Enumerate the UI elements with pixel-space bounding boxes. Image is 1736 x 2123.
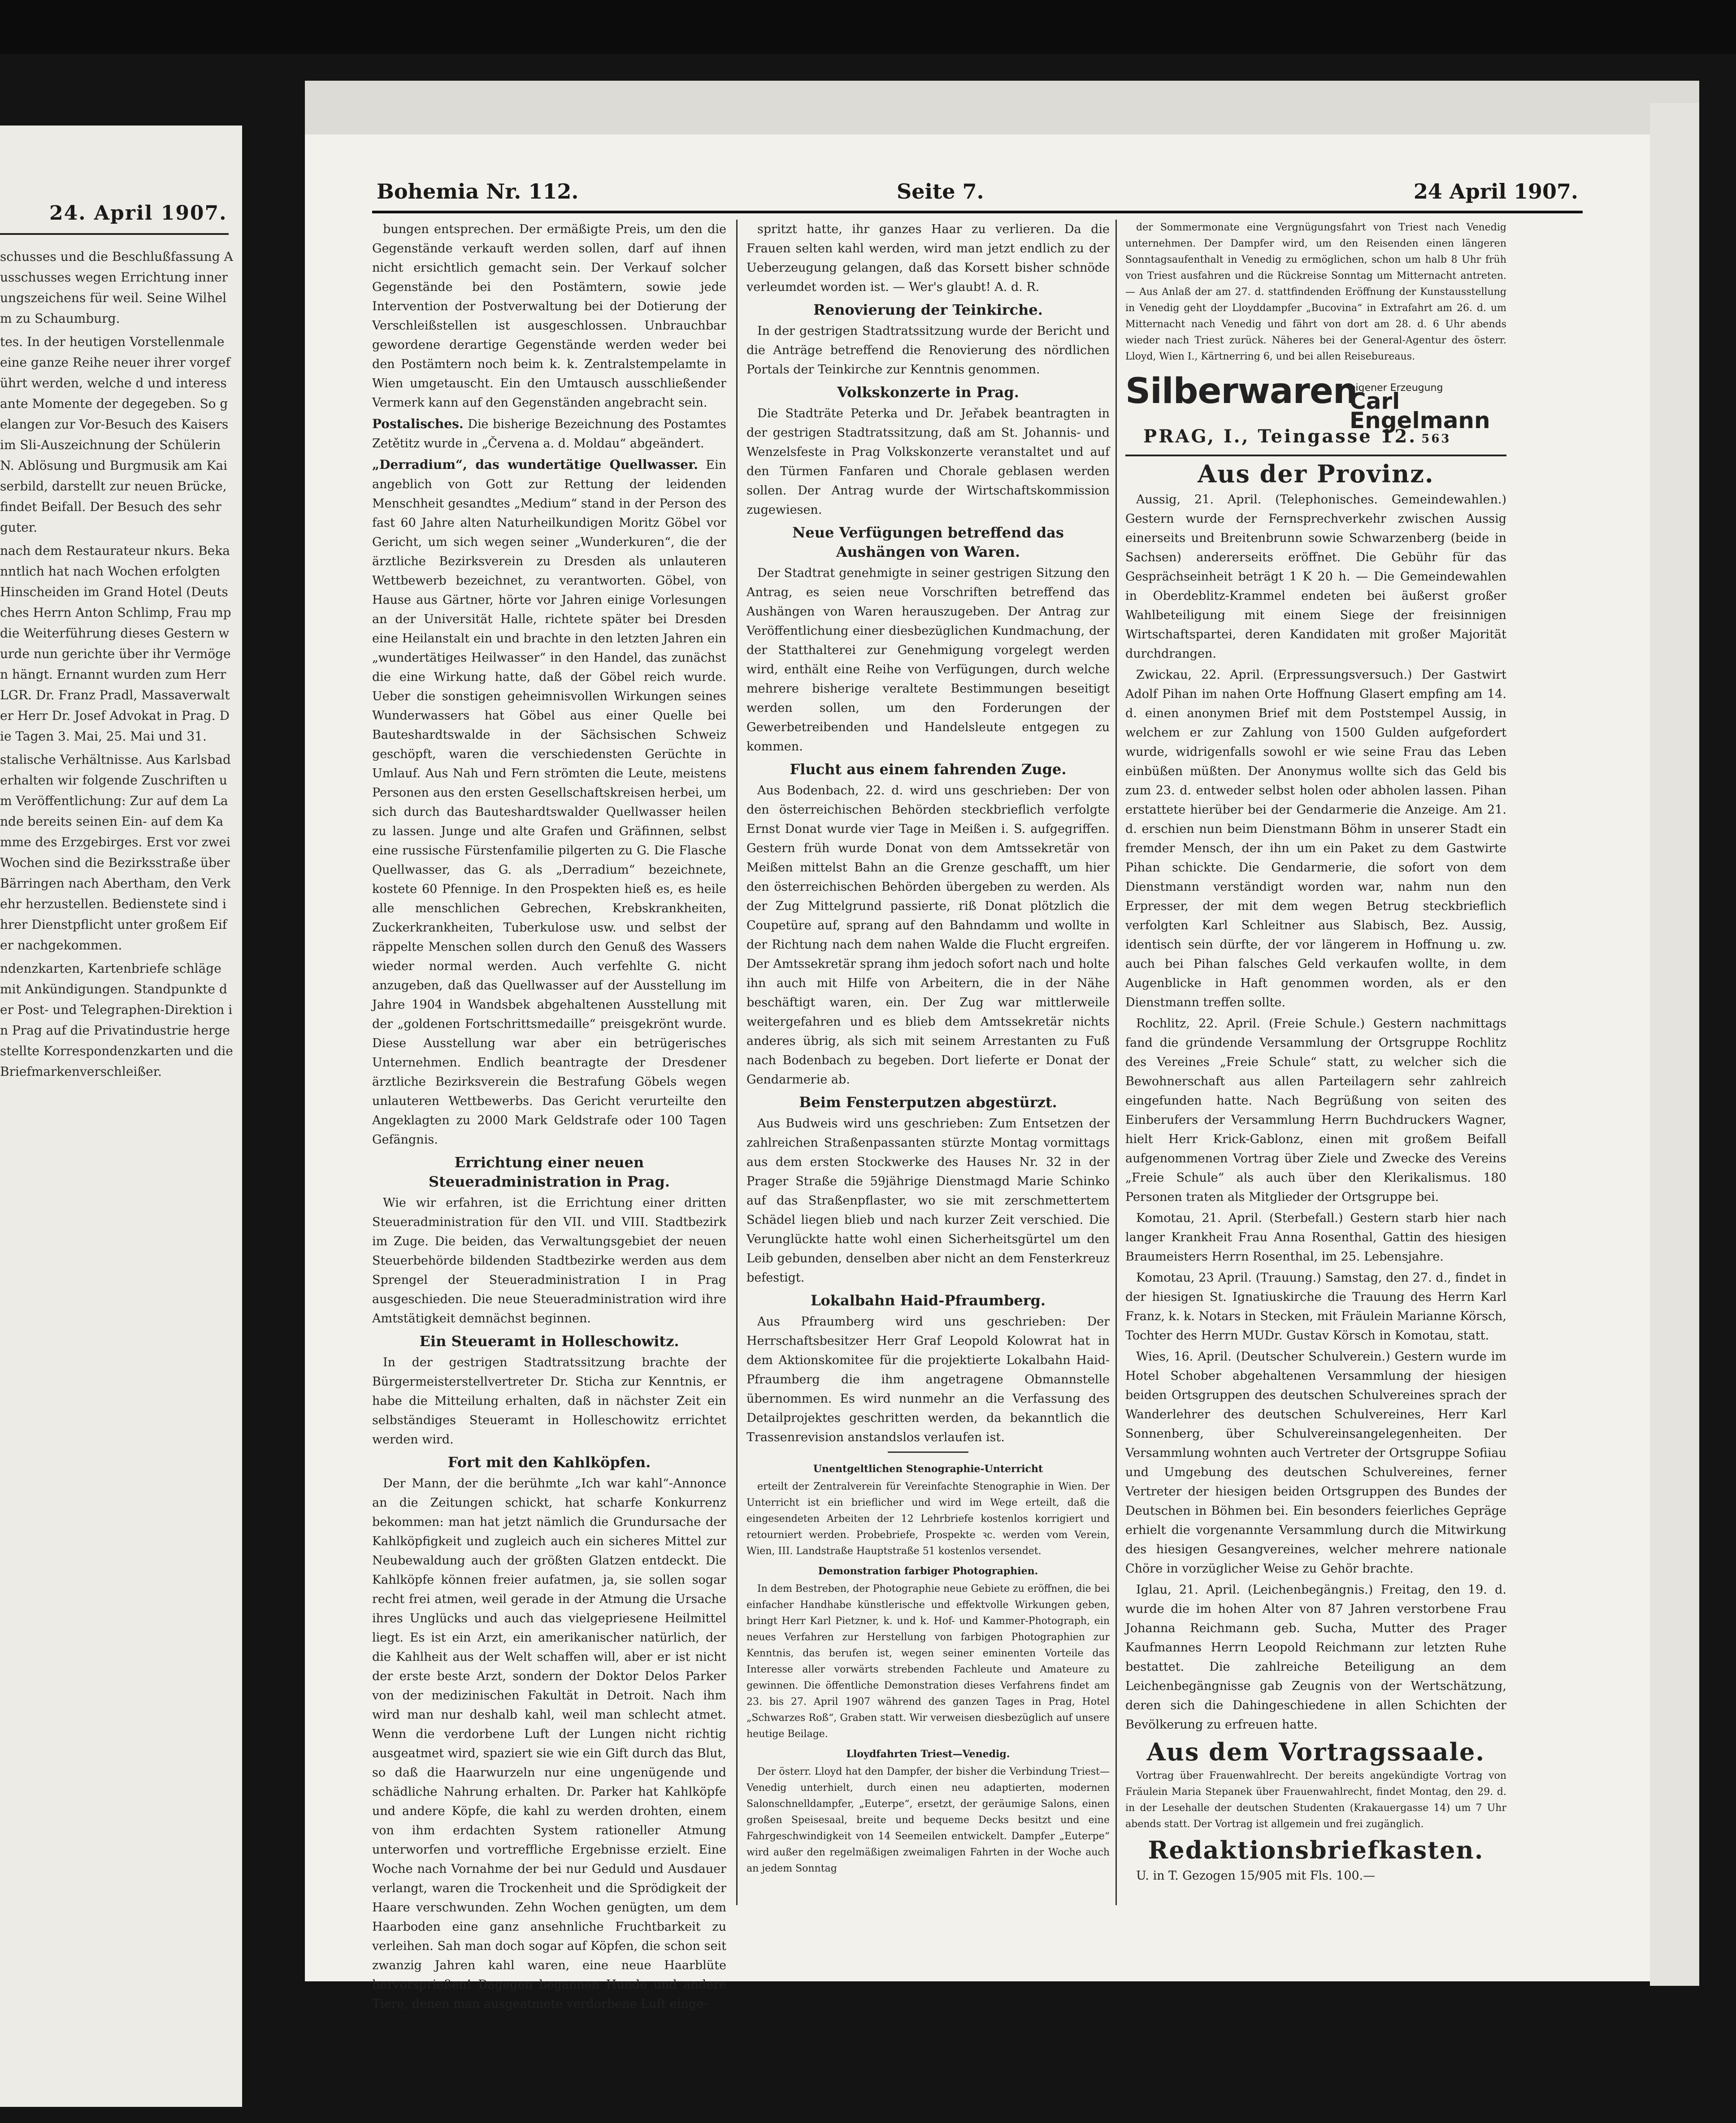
article-paragraph: Aus Pfraumberg wird uns geschrieben: Der Herrschaftsbesitzer Herr Graf Leopold Kolowrat hat in dem Aktionskomitee für die projektierte Lokalbahn Haid-Pfraumberg die ihm angetragene Obmannstelle übernommen. Es wird nunmehr an die Verfassung des Detailprojektes geschritten werden, da bekanntlich die Trassenrevision anstandslos verlaufen ist.	[746, 1315, 1110, 1444]
column-divider	[736, 220, 738, 1905]
article-fragment: schusses und die Beschlußfassung Ausschusses wegen Errichtung innerungszeichens für weil. Seine Wilhelm zu Schaumburg.	[0, 249, 233, 326]
article-text: Ein angeblich von Gott zur Rettung der leidenden Menschheit gesandtes „Medium“ stand in der Person des fast 60 Jahre alten Naturheilkundigen Moritz Göbel vor Gericht, um sich wegen seiner „Wunderkuren“, die der ärztliche Bezirksverein zu Dresden als unlauteren Wettbewerb bezeichnet, zu verantworten. Göbel, von Hause aus Gärtner, hörte vor Jahren einige Vorlesungen an der Universität Halle, richtete später bei Dresden eine Heilanstalt ein und brachte in den letzten Jahren ein „wundertätiges Heilwasser“ in den Handel, das zunächst die eine Wirkung hatte, daß der Göbel reich wurde. Ueber die sonstigen geheimnisvollen Wirkungen seines Wunderwassers hat Göbel aus einer Quelle bei Bauteshardtswalde in der Sächsischen Schweiz geschöpft, waren die verschiedensten Gerüchte in Umlauf. Aus Nah und Fern strömten die Leute, meistens Personen aus den ersten Gesellschaftskreisen herbei, um sich durch das Bauteshardtswalder Quellwasser heilen zu lassen. Junge und alte Grafen und Gräfinnen, selbst eine russische Fürstenfamilie pilgerten zu G. Die Flasche Quellwasser, das G. als „Derradium“ bezeichnete, kostete 60 Pfennige. In den Prospekten hieß es, es heile alle menschlichen Gebrechen, Krebskrankheiten, Zuckerkrankheiten, Tuberkulose usw. und selbst der räppelte Menschen sollen durch den Genuß des Wassers wieder normal werden. Auch verfehlte G. nicht anzugeben, daß das Quellwasser auf der Ausstellung im Jahre 1904 in Wandsbek abgehaltenen Ausstellung mit der „goldenen Fortschrittsmedaille“ preisgekrönt wurde. Diese Ausstellung war aber ein betrügerisches Unternehmen. Endlich beantragte der Dresdener ärztliche Bezirksverein die Bestrafung Göbels wegen unlauteren Wettbewerbs. Das Gericht verurteilte den Angeklagten zu 2000 Mark Geldstrafe oder 100 Tagen Gefängnis.	[372, 458, 726, 1147]
article-paragraph: Aussig, 21. April. (Telephonisches. Gemeindewahlen.) Gestern wurde der Fernsprechverkehr zwischen Aussig einerseits und Breitenbrunn sowie Schwarzenberg (beide in Sachsen) andererseits eröffnet. Die Gebühr für das Gesprächseinheit beträgt 1 K 20 h. — Die Gemeindewahlen in Oberdeblitz-Krammel endeten bei äußerst großer Wahlbeteiligung mit einem Siege der freisinnigen Wirtschaftspartei, deren Kandidaten mit großer Majorität durchdrangen.	[1125, 493, 1506, 661]
column-2	[746, 220, 1110, 1901]
section-title: Aus der Provinz.	[1198, 459, 1434, 488]
column-1	[372, 220, 726, 2011]
page-number: Seite 7.	[897, 179, 984, 204]
article-paragraph: Komotau, 21. April. (Sterbefall.) Gestern starb hier nach langer Krankheit Frau Anna Rosenthal, Gattin des hiesigen Braumeisters Herrn Rosenthal, im 25. Lebensjahre.	[1125, 1211, 1506, 1264]
header-rule	[0, 233, 229, 235]
advertisement	[1125, 371, 1506, 456]
article-fragment: stalische Verhältnisse. Aus Karlsbad erhalten wir folgende Zuschriften um Veröffentlichung: Zur auf dem Lande bereits seinen Ein- auf dem Kamme des Erzgebirges. Erst vor zwei Wochen sind die Bezirksstraße über Bärringen nach Abertham, den Verkehr herzustellen. Bedienstete sind ihrer Dienstpflicht unter großem Eifer nachgekommen.	[0, 752, 231, 953]
ad-address-text: PRAG, I., Teingasse 12.	[1143, 426, 1417, 447]
article-heading: Renovierung der Teinkirche.	[813, 301, 1043, 318]
column-3	[1125, 220, 1506, 1901]
header-rule	[372, 211, 1583, 213]
article-text: Die bisherige Bezeichnung des Postamtes Zetětitz wurde in „Červena a. d. Moldau“ abgeändert.	[372, 417, 726, 451]
notice-paragraph: Vortrag über Frauenwahlrecht. Der bereits angekündigte Vortrag von Fräulein Maria Stepanek über Frauenwahlrecht, findet Montag, den 29. d. in der Lesehalle der deutschen Studenten (Krakauergasse 14) um 7 Uhr abends statt. Der Vortrag ist allgemein und frei zugänglich.	[1125, 1770, 1506, 1830]
page-header	[377, 179, 1578, 211]
article-paragraph: Aus Bodenbach, 22. d. wird uns geschrieben: Der von den österreichischen Behörden steckbrieflich verfolgte Ernst Donat wurde vier Tage in Meißen i. S. aufgegriffen. Gestern früh wurde Donat von dem Amtssekretär von Meißen mittelst Bahn an die Grenze geschafft, um hier den österreichischen Behörden übergeben zu werden. Als der Zug Mittelgrund passierte, riß Donat plötzlich die Coupetüre auf, sprang auf den Bahndamm und wollte in der Richtung nach dem nahen Walde die Flucht ergreifen. Der Amtssekretär sprang ihm jedoch sofort nach und holte ihn auch mit Hilfe von Arbeitern, die in der Nähe beschäftigt waren, ein. Der Zug war mittlerweile weitergefahren und es blieb dem Amtssekretär nichts anderes übrig, als sich mit seinem Arrestanten zu Fuß nach Bodenbach zu begeben. Dort lieferte er Donat der Gendarmerie ab.	[746, 784, 1110, 1087]
ad-title: Silberwaren	[1125, 371, 1358, 412]
previous-page-date: 24. April 1907.	[49, 202, 227, 225]
notice-paragraph: U. in T. Gezogen 15/905 mit Fls. 100.—	[1136, 1869, 1376, 1883]
article-heading: Ein Steueramt in Holleschowitz.	[419, 1333, 679, 1350]
article-paragraph: Iglau, 21. April. (Leichenbegängnis.) Freitag, den 19. d. wurde die im hohen Alter von 87 Jahren verstorbene Frau Johanna Reichmann geb. Sucha, Mutter des Prager Kaufmannes Herrn Leopold Reichmann zur letzten Ruhe bestattet. Die zahlreiche Beteiligung an dem Leichenbegängnisse gab Zeugnis von der Wertschätzung, deren sich die Dahingeschiedene in allen Schichten der Bevölkerung zu erfreuen hatte.	[1125, 1583, 1506, 1732]
article-paragraph: Rochlitz, 22. April. (Freie Schule.) Gestern nachmittags fand die gründende Versammlung der Ortsgruppe Rochlitz des Vereines „Freie Schule“ statt, zu welcher sich die Bewohnerschaft aus allen Parteilagern sehr zahlreich eingefunden hatte. Nach Begrüßung von seiten des Einberufers der Versammlung Herrn Buchdruckers Wagner, hielt Herr Krick-Gablonz, einen mit großem Beifall aufgenommenen Vortrag über Ziele und Zwecke des Vereins „Freie Schule“ als auch über den Klerikalismus. 180 Personen traten als Mitglieder der Ortsgruppe bei.	[1125, 1017, 1506, 1204]
article-paragraph: spritzt hatte, ihr ganzes Haar zu verlieren. Da die Frauen selten kahl werden, wird man jetzt endlich zu der Ueberzeugung gelangen, daß das Korsett bisher schnöde verleumdet worden ist. — Wer's glaubt! A. d. R.	[746, 222, 1110, 294]
article-paragraph: Wies, 16. April. (Deutscher Schulverein.) Gestern wurde im Hotel Schober abgehaltenen Versammlung der hiesigen beiden Ortsgruppen des deutschen Schulvereines sprach der Wanderlehrer des deutschen Schulvereines, Herr Karl Sonnenberg, über Schulvereinsangelegenheiten. Der Versammlung wohnten auch Vertreter der Ortsgruppe Sofiiau und Umgebung des deutschen Schulvereines, ferner Vertreter der hiesigen beiden Ortsgruppen des Bundes der Deutschen in Böhmen bei. Ein besonders feierliches Gepräge erhielt die vorgenannte Versammlung durch die Mitwirkung des hiesigen Gesangvereines, welcher mehrere nationale Chöre in vorzüglicher Weise zu Gehör brachte.	[1125, 1350, 1506, 1576]
article-paragraph: Aus Budweis wird uns geschrieben: Zum Entsetzen der zahlreichen Straßenpassanten stürzte Montag vormittags aus dem ersten Stockwerke des Hauses Nr. 32 in der Prager Straße die 59jährige Dienstmagd Marie Schinko auf das Straßenpflaster, wo sie mit zerschmettertem Schädel liegen blieb und nach kurzer Zeit verschied. Die Verunglückte hatte wohl einen Sicherheitsgürtel um den Leib gebunden, denselben aber nicht an dem Fensterkreuz befestigt.	[746, 1117, 1110, 1285]
ad-subtitle: eigener Erzeugung	[1350, 382, 1443, 394]
notice-heading: Lloydfahrten Triest—Venedig.	[846, 1748, 1010, 1760]
masthead-issue: Bohemia Nr. 112.	[377, 179, 579, 204]
newspaper-page	[305, 134, 1650, 2011]
article-heading: Flucht aus einem fahrenden Zuge.	[790, 761, 1067, 778]
column-divider	[1115, 220, 1117, 1905]
notice-paragraph: der Sommermonate eine Vergnügungsfahrt von Triest nach Venedig unternehmen. Der Dampfer wird, um den Reisenden einen längeren Sonntagsaufenthalt in Venedig zu ermöglichen, schon um halb 8 Uhr früh von Triest ausfahren und die Rückreise Sonntag um Mitternacht antreten. — Aus Anlaß der am 27. d. stattfindenden Eröffnung der Kunstausstellung in Venedig geht der Lloyddampfer „Bucovina“ in Extrafahrt am 26. d. um Mitternacht nach Venedig und fährt von dort am 28. d. 6 Uhr abends wieder nach Triest zurück. Näheres bei der General-Agentur des österr. Lloyd, Wien I., Kärtnerring 6, und bei allen Reisebureaus.	[1125, 222, 1506, 362]
article-paragraph: Der Mann, der die berühmte „Ich war kahl“-Annonce an die Zeitungen schickt, hat scharfe Konkurrenz bekommen: man hat jetzt nämlich die Grundursache der Kahlköpfigkeit und zugleich auch ein sicheres Mittel zur Neubewaldung auch der größten Glatzen entdeckt. Die Kahlköpfe können freier aufatmen, ja, sie sollen sogar recht frei atmen, weil gerade in der Atmung die Ursache ihres Unglücks und auch das vielgepriesene Heilmittel liegt. Es ist ein Arzt, ein amerikanischer natürlich, der die Kahlheit aus der Welt schaffen will, aber er ist nicht der erste beste Arzt, sondern der Doktor Delos Parker von der medizinischen Fakultät in Detroit. Nach ihm wird man nur deshalb kahl, weil man schlecht atmet. Wenn die verdorbene Luft der Lungen nicht richtig ausgeatmet wird, spaziert sie wie ein Gift durch das Blut, so daß die Haarwurzeln nur eine ungenügende und schädliche Nahrung erhalten. Dr. Parker hat Kahlköpfe und andere Köpfe, die kahl zu werden drohten, einem von ihm erdachten System rationeller Atmung unterworfen und vortreffliche Ergebnisse erzielt. Eine Woche nach Vornahme der bei nur Geduld und Ausdauer verlangt, waren die Trockenheit und die Sprödigkeit der Haare verschwunden. Zehn Wochen genügten, um dem Haarboden eine ganz ansehnliche Fruchtbarkeit zu verleihen. Sah man doch sogar auf Köpfen, die schon seit zwanzig Jahren kahl waren, eine neue Haarblüte hervorsprießen! Dagegen begannen Hunde und andere Tiere, denen man ausgeatmete verdorbene Luft einge-	[372, 1477, 726, 2011]
notice-paragraph: Der österr. Lloyd hat den Dampfer, der bisher die Verbindung Triest—Venedig unterhielt, durch einen neu adaptierten, modernen Salonschnelldampfer, „Euterpe“, ersetzt, der geräumige Salons, einen großen Speisesaal, breite und bequeme Decks besitzt und eine Fahrgeschwindigkeit von 14 Seemeilen entwickelt. Dampfer „Euterpe“ wird außer den regelmäßigen zweimaligen Fahrten in der Woche auch an jedem Sonntag	[746, 1766, 1110, 1874]
section-divider	[888, 1451, 968, 1453]
article-heading: Neue Verfügungen betreffend das Aushängen von Waren.	[792, 524, 1064, 560]
article-paragraph: In der gestrigen Stadtratssitzung brachte der Bürgermeisterstellvertreter Dr. Sticha zur Kenntnis, er habe die Mitteilung erhalten, daß in nächster Zeit ein selbständiges Steueramt in Holleschowitz errichtet werden wird.	[372, 1356, 726, 1447]
page-date: 24 April 1907.	[1413, 179, 1578, 204]
scan-edge	[0, 0, 1736, 54]
article-paragraph: Wie wir erfahren, ist die Errichtung einer dritten Steueradministration für den VII. und VIII. Stadtbezirk im Zuge. Die beiden, das Verwaltungsgebiet der neuen Steuerbehörde bildenden Stadtbezirke werden aus dem Sprengel der Steueradministration I in Prag ausgeschieden. Die neue Steueradministration wird ihre Amtstätigkeit demnächst beginnen.	[372, 1196, 726, 1326]
article-heading: Volkskonzerte in Prag.	[837, 384, 1019, 401]
previous-page-fragment	[0, 126, 242, 2107]
notice-paragraph: erteilt der Zentralverein für Vereinfachte Stenographie in Wien. Der Unterricht ist ein brieflicher und wird im Wege erteilt, daß die eingesendeten Arbeiten der 12 Lehrbriefe kostenlos korrigiert und retourniert werden. Probebriefe, Prospekte ꝛc. werden vom Verein, Wien, III. Landstraße Hauptstraße 51 kostenlos versendet.	[746, 1481, 1110, 1557]
article-heading: „Derradium“, das wundertätige Quellwasser.	[372, 457, 698, 472]
article-fragment: ndenzkarten, Kartenbriefe schläge mit Ankündigungen. Standpunkte der Post- und Telegraphen-Direktion in Prag auf die Privatindustrie hergestellte Korrespondenzkarten und die Briefmarkenverschleißer.	[0, 961, 233, 1079]
ad-address	[1143, 427, 1451, 449]
article-paragraph: Zwickau, 22. April. (Erpressungsversuch.) Der Gastwirt Adolf Pihan im nahen Orte Hoffnung Glasert empfing am 14. d. einen anonymen Brief mit dem Poststempel Aussig, in welchem er zur Zahlung von 1500 Gulden aufgefordert wurde, widrigenfalls sowohl er wie seine Frau das Leben einbüßen müßten. Der Anonymus wollte sich das Geld bis zum 23. d. entweder selbst holen oder abholen lassen. Pihan erstattete hierüber bei der Gendarmerie die Anzeige. Am 21. d. erschien nun beim Dienstmann Böhm in unserer Stadt ein fremder Mensch, der ihn um ein Paket zu dem Gastwirte Pihan schickte. Die Gendarmerie, die sofort von dem Dienstmann verständigt worden war, nahm nun den Erpresser, der mit dem wegen Betrug steckbrieflich verfolgten Karl Schleitner aus Slabisch, Bez. Aussig, identisch sein dürfte, der vor längerem in Hoffnung u. zw. auch bei Pihan falsches Geld verkaufen wollte, in dem Augenblicke in Haft genommen worden, als er den Dienstmann treffen sollte.	[1125, 668, 1506, 1010]
notice-paragraph: In dem Bestreben, der Photographie neue Gebiete zu eröffnen, die bei einfacher Handhabe künstlerische und effektvolle Wirkungen geben, bringt Herr Karl Pietzner, k. und k. Hof- und Kammer-Photograph, ein neues Verfahren zur Herstellung von farbigen Photographien zur Kenntnis, das berufen ist, wegen seiner eminenten Vorteile das Interesse aller vorwärts strebenden Fachleute und Amateure zu gewinnen. Die öffentliche Demonstration dieses Verfahrens findet am 23. bis 27. April 1907 während des ganzen Tages in Prag, Hotel „Schwarzes Roß“, Graben statt. Wir verweisen diesbezüglich auf unsere heutige Beilage.	[746, 1583, 1110, 1740]
article-heading: Errichtung einer neuen Steueradministration in Prag.	[428, 1154, 670, 1190]
article-paragraph: Komotau, 23 April. (Trauung.) Samstag, den 27. d., findet in der hiesigen St. Ignatiuskirche die Trauung des Herrn Karl Franz, k. k. Notars in Stecken, mit Fräulein Marianne Körsch, Tochter des Herrn MUDr. Gustav Körsch in Komotau, statt.	[1125, 1271, 1506, 1343]
article-heading: Postalisches.	[372, 416, 464, 431]
article-heading: Beim Fensterputzen abgestürzt.	[799, 1094, 1057, 1111]
article-paragraph: In der gestrigen Stadtratssitzung wurde der Bericht und die Anträge betreffend die Renovierung des nördlichen Portals der Teinkirche zur Kenntnis genommen.	[746, 324, 1110, 377]
notice-heading: Demonstration farbiger Photographien.	[818, 1565, 1038, 1577]
ad-phone-number: 563	[1421, 432, 1451, 446]
article-paragraph: Der Stadtrat genehmigte in seiner gestrigen Sitzung den Antrag, es seien neue Vorschriften betreffend das Aushängen von Waren herauszugeben. Der Antrag zur Veröffentlichung einer diesbezüglichen Kundmachung, der der Statthalterei zur Genehmigung vorgelegt werden wird, enthält eine Reihe von Verfügungen, durch welche mehrere bisherige veraltete Bestimmungen beseitigt werden sollen, um den Forderungen der Gewerbetreibenden und Handelsleute entgegen zu kommen.	[746, 566, 1110, 754]
article-fragment: tes. In der heutigen Vorstellenmale eine ganze Reihe neuer ihrer vorgeführt werden, welche d und interessante Momente der degegeben. So gelangen zur Vor-Besuch des Kaisers im Sli-Auszeichnung der Schülerin N. Ablösung und Burgmusik am Kaiserbild, darstellt zur neuen Brücke, findet Beifall. Der Besuch des sehr guter.	[0, 334, 230, 535]
page-right-margin	[1650, 103, 1699, 1986]
article-paragraph: bungen entsprechen. Der ermäßigte Preis, um den die Gegenstände verkauft werden sollen, darf auf ihnen nicht ersichtlich gemacht sein. Der Verkauf solcher Gegenstände bei den Postämtern, sowie jede Intervention der Postverwaltung bei der Dotierung der Verschleißstellen ist ausgeschlossen. Unbrauchbar gewordene derartige Gegenstände werden weder bei den Postämtern noch beim k. k. Zentralstempelamte in Wien umgetauscht. Ein den Umtausch ausschließender Vermerk kann auf den Gegenständen angebracht sein.	[372, 222, 726, 410]
section-title: Redaktionsbriefkasten.	[1148, 1836, 1484, 1864]
article-paragraph: Die Stadträte Peterka und Dr. Jeřabek beantragten in der gestrigen Stadtratssitzung, daß am St. Johannis- und Wenzelsfeste in Prag Volkskonzerte veranstaltet und auf den Türmen Fanfaren und Chorale geblasen werden sollen. Der Antrag wurde der Wirtschaftskommission zugewiesen.	[746, 407, 1110, 517]
notice-heading: Unentgeltlichen Stenographie-Unterricht	[813, 1463, 1043, 1475]
previous-page-text	[0, 247, 233, 1085]
section-title: Aus dem Vortragssaale.	[1146, 1737, 1485, 1766]
article-fragment: nach dem Restaurateur nkurs. Bekanntlich hat nach Wochen erfolgten Hinscheiden im Grand Hotel (Deutsches Herrn Anton Schlimp, Frau mp die Weiterführung dieses Gestern wurde nun gerichte über ihr Vermögen hängt. Ernannt wurden zum Herr LGR. Dr. Franz Pradl, Massaverwalter Herr Dr. Josef Advokat in Prag. Die Tagen 3. Mai, 25. Mai und 31.	[0, 543, 231, 744]
article-heading: Lokalbahn Haid-Pfraumberg.	[810, 1292, 1046, 1309]
article-heading: Fort mit den Kahlköpfen.	[447, 1454, 651, 1471]
page-top-margin	[305, 81, 1699, 134]
ad-company-name: Carl Engelmann	[1350, 388, 1490, 433]
